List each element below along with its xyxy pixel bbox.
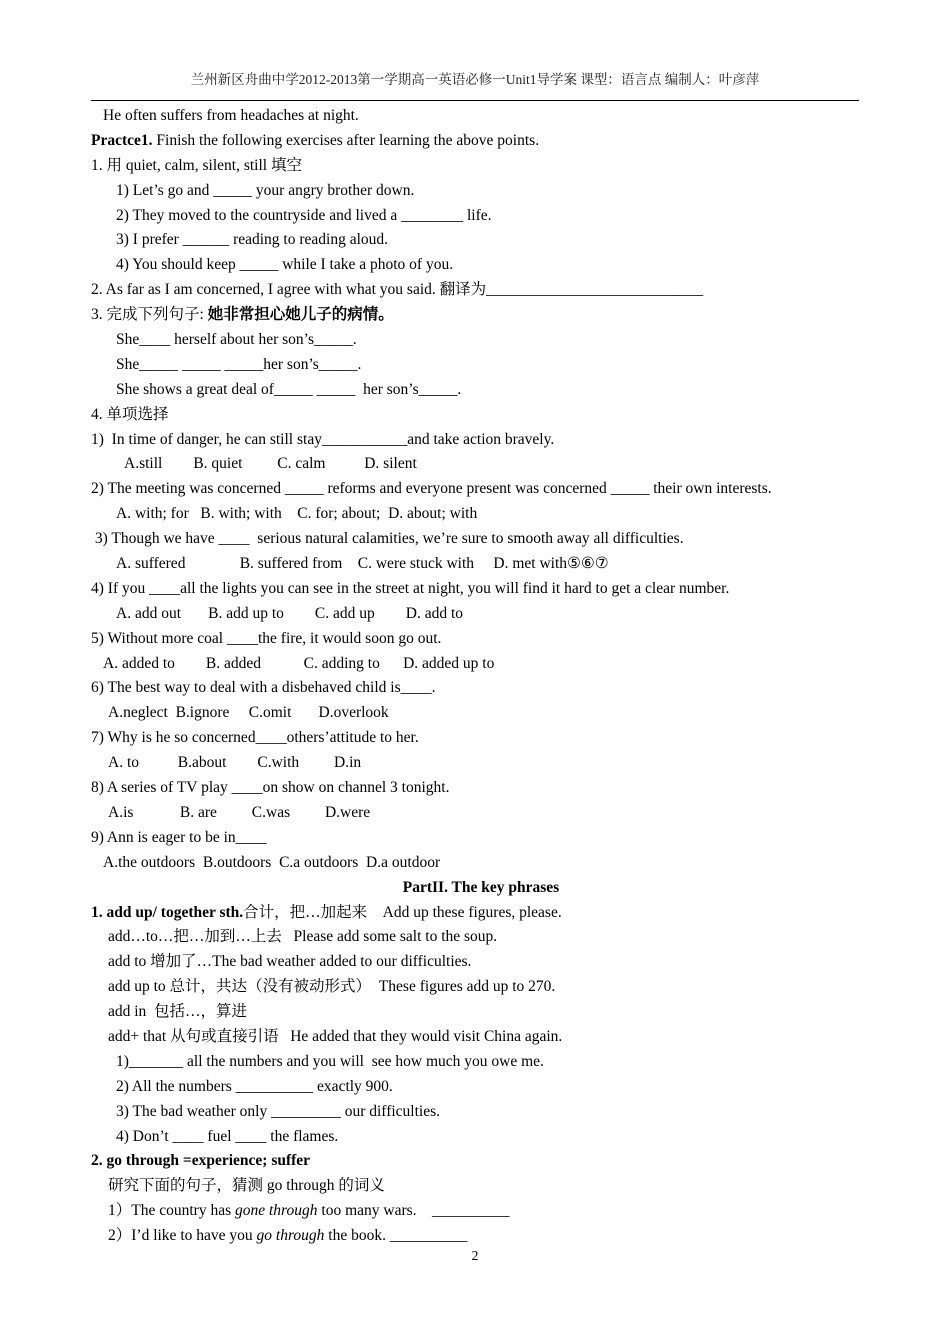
text-run: 8) A series of TV play ____on show on channel 3 tonight.: [91, 779, 450, 797]
text-run: 4. 单项选择: [91, 405, 169, 423]
page-number: 2: [471, 1248, 479, 1263]
text-line: [91, 1125, 871, 1150]
text-line: [91, 676, 871, 701]
text-run: A.still B. quiet C. calm D. silent: [124, 455, 417, 473]
text-line: [91, 876, 871, 901]
text-line: [91, 1025, 871, 1050]
text-line: [91, 602, 871, 627]
text-run: 5) Without more coal ____the fire, it would soon go out.: [91, 629, 442, 647]
document-body: [91, 104, 871, 1249]
bold-text: 她非常担心她儿子的病情。: [207, 306, 394, 324]
text-line: [91, 1100, 871, 1125]
text-line: [91, 1000, 871, 1025]
bold-text: PartII. The key phrases: [402, 878, 560, 896]
text-line: [91, 577, 871, 602]
text-run: 6) The best way to deal with a disbehaved child is____.: [91, 679, 436, 697]
text-run: Finish the following exercises after learning the above points.: [152, 131, 540, 149]
text-line: [91, 901, 871, 926]
text-run: 3) I prefer ______ reading to reading aloud.: [116, 231, 389, 249]
text-run: add to 增加了…The bad weather added to our difficulties.: [108, 953, 472, 971]
text-line: [91, 353, 871, 378]
text-line: [91, 726, 871, 751]
text-line: [91, 502, 871, 527]
text-line: [91, 1174, 871, 1199]
text-line: [91, 378, 871, 403]
text-line: [91, 527, 871, 552]
text-line: [91, 403, 871, 428]
text-run: the book. __________: [324, 1227, 468, 1245]
text-line: [91, 104, 871, 129]
text-run: add in 包括…，算进: [108, 1003, 248, 1021]
text-line: [91, 204, 871, 229]
text-run: 1)_______ all the numbers and you will see how much you owe me.: [116, 1052, 544, 1070]
text-line: [91, 253, 871, 278]
text-run: 3. 完成下列句子:: [91, 306, 208, 324]
text-line: [91, 776, 871, 801]
text-run: 研究下面的句子，猜测 go through 的词义: [108, 1177, 385, 1195]
text-line: [91, 228, 871, 253]
text-run: A.the outdoors B.outdoors C.a outdoors D.a outdoor: [103, 853, 441, 871]
text-run: She_____ _____ _____her son’s_____.: [116, 355, 362, 373]
text-run: A. with; for B. with; with C. for; about; D. about; with: [116, 505, 478, 523]
text-run: She shows a great deal of_____ _____ her son’s_____.: [116, 380, 462, 398]
text-line: [91, 701, 871, 726]
text-run: 4) You should keep _____ while I take a photo of you.: [116, 256, 454, 274]
text-run: 3) The bad weather only _________ our difficulties.: [116, 1102, 440, 1120]
text-line: [91, 328, 871, 353]
text-line: [91, 154, 871, 179]
bold-text: Practce1.: [91, 131, 153, 149]
text-line: [91, 1224, 871, 1249]
text-run: 合计，把…加起来 Add up these figures, please.: [243, 903, 562, 921]
text-line: [91, 826, 871, 851]
text-run: 1. 用 quiet, calm, silent, still 填空: [91, 156, 302, 174]
text-line: [91, 179, 871, 204]
text-run: A. suffered B. suffered from C. were stuck with D. met with⑤⑥⑦: [116, 555, 609, 573]
text-run: add+ that 从句或直接引语 He added that they would visit China again.: [108, 1027, 563, 1045]
text-run: add…to…把…加到…上去 Please add some salt to the soup.: [108, 928, 498, 946]
bold-text: 1. add up/ together sth.: [91, 903, 244, 921]
text-run: A. add out B. add up to C. add up D. add to: [116, 604, 464, 622]
text-run: 1) Let’s go and _____ your angry brother down.: [116, 181, 415, 199]
text-line: [91, 851, 871, 876]
text-line: [91, 975, 871, 1000]
text-line: [91, 627, 871, 652]
text-line: [91, 950, 871, 975]
text-run: 1) In time of danger, he can still stay___________and take action bravely.: [91, 430, 555, 448]
text-line: [91, 452, 871, 477]
text-run: 4) Don’t ____ fuel ____ the flames.: [116, 1127, 339, 1145]
text-line: [91, 652, 871, 677]
text-line: [91, 129, 871, 154]
text-run: 2. As far as I am concerned, I agree with what you said. 翻译为____________________________: [91, 281, 704, 299]
text-run: A. to B.about C.with D.in: [108, 754, 362, 772]
text-run: too many wars. __________: [317, 1202, 510, 1220]
text-run: 2) They moved to the countryside and lived a ________ life.: [116, 206, 492, 224]
text-line: [91, 1149, 871, 1174]
text-line: [91, 278, 871, 303]
text-line: [91, 751, 871, 776]
text-line: [91, 428, 871, 453]
text-run: 3) Though we have ____ serious natural calamities, we’re sure to smooth away all difficulties.: [91, 530, 684, 548]
header-rule: [91, 100, 859, 101]
text-run: 7) Why is he so concerned____others’attitude to her.: [91, 729, 419, 747]
text-run: She____ herself about her son’s_____.: [116, 331, 357, 349]
text-run: 2) The meeting was concerned _____ reforms and everyone present was concerned _____ their own interests.: [91, 480, 772, 498]
text-run: add up to 总计，共达（没有被动形式） These figures add up to 270.: [108, 978, 556, 996]
text-run: A.neglect B.ignore C.omit D.overlook: [108, 704, 389, 722]
text-run: 9) Ann is eager to be in____: [91, 828, 267, 846]
text-line: [91, 477, 871, 502]
page-header: 兰州新区舟曲中学2012-2013第一学期高一英语必修一Unit1导学案 课型：语言点 编制人：叶彦萍: [190, 72, 760, 87]
text-run: A. added to B. added C. adding to D. added up to: [103, 654, 495, 672]
text-line: [91, 1075, 871, 1100]
italic-text: gone through: [234, 1202, 318, 1220]
text-run: 4) If you ____all the lights you can see in the street at night, you will find it hard to get a clear number.: [91, 579, 730, 597]
text-run: A.is B. are C.was D.were: [108, 803, 371, 821]
text-line: [91, 1050, 871, 1075]
italic-text: go through: [256, 1227, 325, 1245]
text-line: [91, 801, 871, 826]
text-run: 2）I’d like to have you: [108, 1227, 257, 1245]
text-line: [91, 925, 871, 950]
text-run: 1）The country has: [108, 1202, 235, 1220]
text-line: [91, 552, 871, 577]
text-run: He often suffers from headaches at night.: [103, 107, 359, 124]
bold-text: 2. go through =experience; suffer: [91, 1152, 311, 1170]
text-line: [91, 1199, 871, 1224]
text-line: [91, 303, 871, 328]
text-run: 2) All the numbers __________ exactly 900.: [116, 1077, 393, 1095]
